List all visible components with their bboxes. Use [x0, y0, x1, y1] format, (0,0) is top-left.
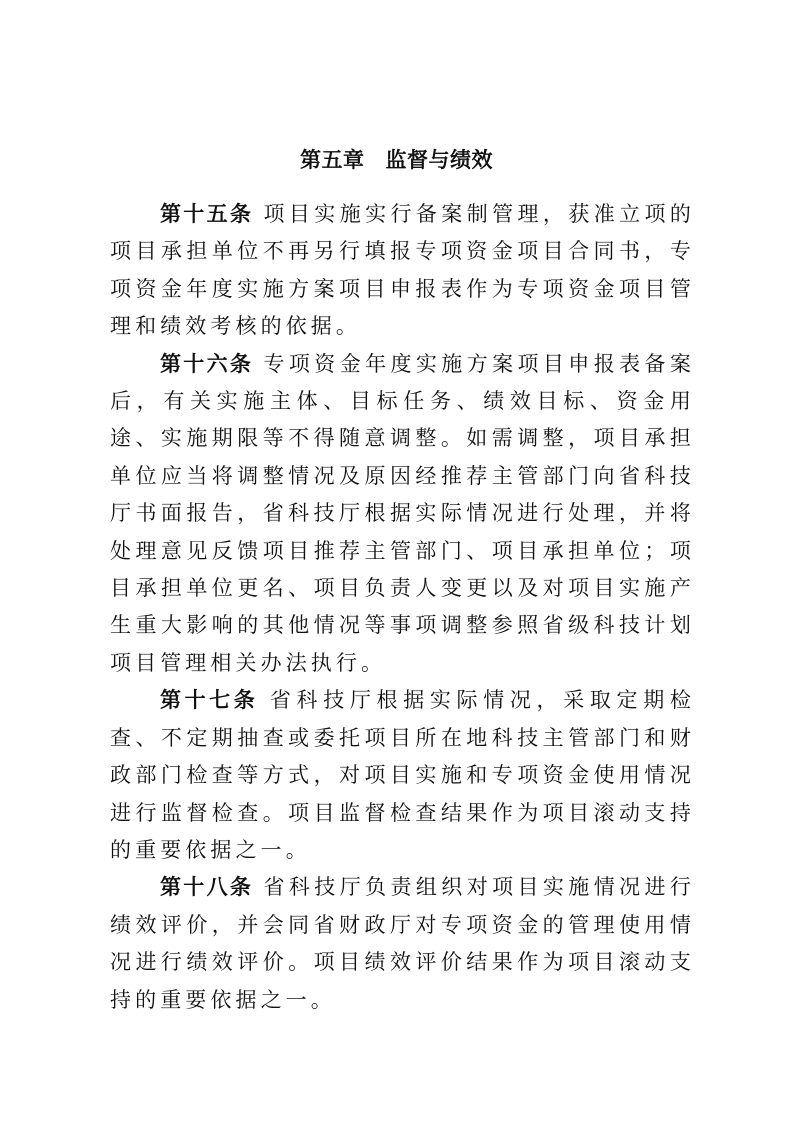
- article-16: [110, 346, 695, 683]
- article-18: [110, 869, 695, 1019]
- article-text: 专项资金年度实施方案项目申报表备案后，有关实施主体、目标任务、绩效目标、资金用途、实施期限等不得随意调整。如需调整，项目承担单位应当将调整情况及原因经推荐主管部门向省科技厅书面报告，省科技厅根据实际情况进行处理，并将处理意见反馈项目推荐主管部门、项目承担单位；项目承担单位更名、项目负责人变更以及对项目实施产生重大影响的其他情况等事项调整参照省级科技计划项目管理相关办法执行。: [110, 351, 695, 675]
- article-label: 第十六条: [160, 351, 254, 376]
- chapter-name: 监督与绩效: [385, 148, 493, 172]
- document-body: [110, 196, 695, 1019]
- article-text: 省科技厅负责组织对项目实施情况进行绩效评价，并会同省财政厅对专项资金的管理使用情况进行绩效评价。项目绩效评价结果作为项目滚动支持的重要依据之一。: [110, 875, 695, 1012]
- article-label: 第十七条: [160, 688, 259, 713]
- chapter-number: 第五章: [300, 148, 365, 172]
- article-label: 第十五条: [160, 202, 254, 226]
- article-label: 第十八条: [160, 875, 254, 900]
- article-17: [110, 682, 695, 869]
- chapter-title: [0, 141, 793, 179]
- article-15: [110, 196, 695, 346]
- article-text: 省科技厅根据实际情况，采取定期检查、不定期抽查或委托项目所在地科技主管部门和财政部门检查等方式，对项目实施和专项资金使用情况进行监督检查。项目监督检查结果作为项目滚动支持的重要依据之一。: [110, 688, 695, 862]
- article-text: 项目实施实行备案制管理，获准立项的项目承担单位不再另行填报专项资金项目合同书，专项资金年度实施方案项目申报表作为专项资金项目管理和绩效考核的依据。: [110, 202, 695, 339]
